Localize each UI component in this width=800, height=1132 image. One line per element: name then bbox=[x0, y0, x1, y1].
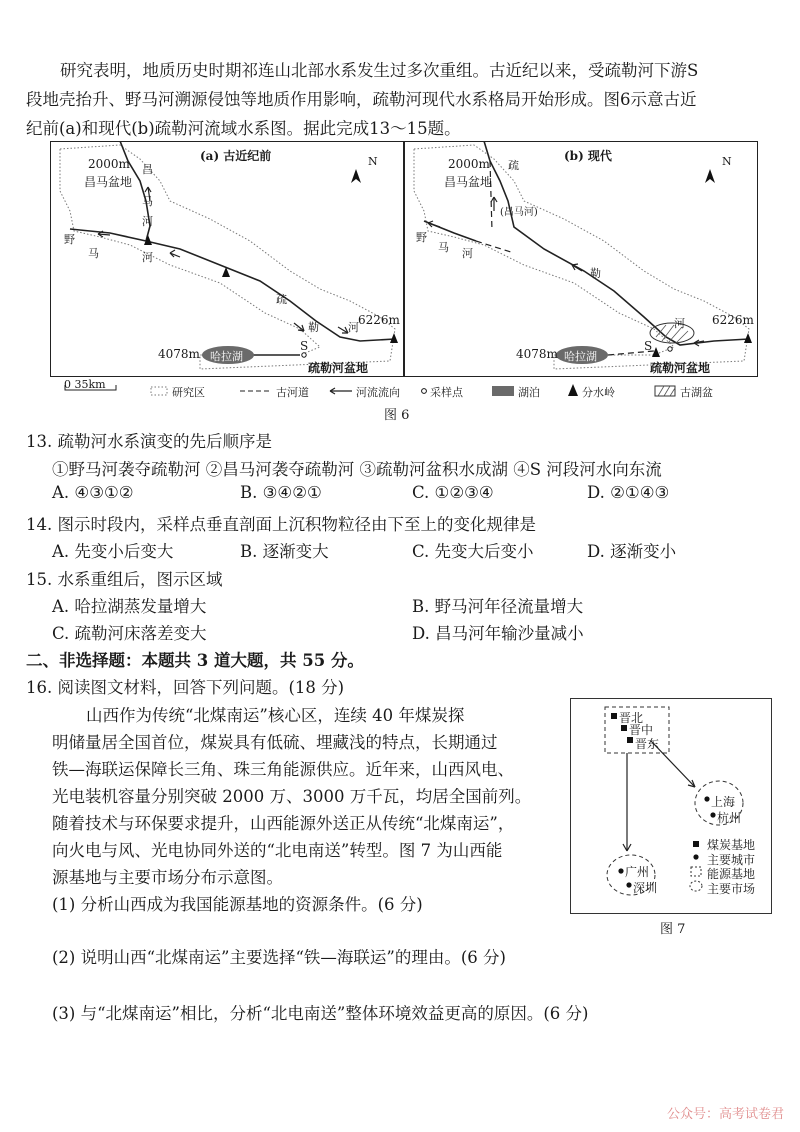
fig6-legend bbox=[50, 378, 758, 402]
map-b-shule-1: 勒 bbox=[590, 267, 601, 280]
q14-option-d[interactable]: D. 逐渐变小 bbox=[587, 542, 677, 561]
q13-option-a[interactable]: A. ④③①② bbox=[52, 483, 134, 502]
intro-line-3: 纪前(a)和现代(b)疏勒河流域水系图。据此完成13～15题。 bbox=[26, 119, 461, 138]
legend-old-lake: 古湖盆 bbox=[680, 386, 713, 399]
map-a-yema-3: 河 bbox=[142, 251, 153, 264]
q14-option-b[interactable]: B. 逐渐变大 bbox=[240, 542, 329, 561]
q16-para-3: 铁—海联运保障长三角、珠三角能源供应。近年来，山西风电、 bbox=[52, 760, 514, 779]
watermark-footer: 公众号：高考试卷君 bbox=[666, 1107, 784, 1122]
map-a-changma-2: 马 bbox=[142, 195, 153, 208]
map-b-shu-char: 疏 bbox=[508, 159, 519, 172]
q13-option-d[interactable]: D. ②①④③ bbox=[587, 483, 670, 502]
q16-para-6: 向火电与风、光电协同外送的“北电南送”转型。图 7 为山西能 bbox=[52, 841, 503, 860]
map-a-north: N bbox=[368, 155, 378, 168]
legend-scale: 0 35km bbox=[64, 378, 106, 391]
q13-option-c[interactable]: C. ①②③④ bbox=[412, 483, 494, 502]
q16-sub-3: (3) 与“北煤南运”相比，分析“北电南送”整体环境效益更高的原因。(6 分) bbox=[52, 1004, 589, 1023]
map-b bbox=[404, 141, 758, 377]
q14-stem: 14. 图示时段内，采样点垂直剖面上沉积物粒径由下至上的变化规律是 bbox=[26, 515, 536, 534]
legend-sample: 采样点 bbox=[430, 386, 463, 399]
fig7-caption: 图 7 bbox=[660, 922, 686, 937]
q15-option-c[interactable]: C. 疏勒河床落差变大 bbox=[52, 624, 207, 643]
q16-para-1: 山西作为传统“北煤南运”核心区，连续 40 年煤炭探 bbox=[86, 706, 465, 725]
fig7 bbox=[570, 698, 772, 914]
q13-option-b[interactable]: B. ③④②① bbox=[240, 483, 322, 502]
intro-line-2: 段地壳抬升、野马河溯源侵蚀等地质作用影响，疏勒河现代水系格局开始形成。图6示意古近 bbox=[26, 90, 697, 109]
q13-items: ①野马河袭夺疏勒河 ②昌马河袭夺疏勒河 ③疏勒河盆积水成湖 ④S 河段河水向东流 bbox=[52, 460, 662, 479]
map-a-elev-6226: 6226m bbox=[358, 313, 400, 327]
map-b-elev-2000: 2000m bbox=[448, 157, 490, 171]
q15-option-b[interactable]: B. 野马河年径流量增大 bbox=[412, 597, 584, 616]
map-b-changma-basin: 昌马盆地 bbox=[444, 175, 493, 189]
legend-divide: 分水岭 bbox=[582, 386, 615, 399]
map-a-changma-1: 昌 bbox=[142, 163, 153, 176]
fig7-city-guangzhou: 广州 bbox=[625, 865, 650, 879]
q16-para-7: 源基地与主要市场分布示意图。 bbox=[52, 868, 283, 887]
map-b-elev-6226: 6226m bbox=[712, 313, 754, 327]
map-b-yema-3: 河 bbox=[462, 247, 473, 260]
q16-sub-2: (2) 说明山西“北煤南运”主要选择“铁—海联运”的理由。(6 分) bbox=[52, 948, 506, 967]
q16-para-4: 光电装机容量分别突破 2000 万、3000 万千瓦，均居全国前列。 bbox=[52, 787, 532, 806]
q14-option-a[interactable]: A. 先变小后变大 bbox=[52, 542, 174, 561]
q16-sub-1: (1) 分析山西成为我国能源基地的资源条件。(6 分) bbox=[52, 895, 423, 914]
map-a-shule-basin: 疏勒河盆地 bbox=[308, 361, 369, 375]
map-b-shule-basin: 疏勒河盆地 bbox=[650, 361, 711, 375]
map-b-shule-2: 河 bbox=[674, 317, 685, 330]
map-b-yema-2: 马 bbox=[438, 241, 449, 254]
map-b-title: (b) 现代 bbox=[564, 149, 612, 163]
map-a-shule-1: 疏 bbox=[276, 293, 287, 306]
map-a-shule-2: 勒 bbox=[308, 321, 319, 334]
q14-option-c[interactable]: C. 先变大后变小 bbox=[412, 542, 534, 561]
map-a-changma-3: 河 bbox=[142, 215, 153, 228]
intro-line-1: 研究表明，地质历史时期祁连山北部水系发生过多次重组。古近纪以来，受疏勒河下游S bbox=[60, 61, 699, 80]
fig7-city-hangzhou: 杭州 bbox=[717, 811, 742, 825]
legend-lake: 湖泊 bbox=[518, 386, 540, 399]
map-a-elev-2000: 2000m bbox=[88, 157, 130, 171]
legend-study-area: 研究区 bbox=[172, 386, 205, 399]
q15-option-a[interactable]: A. 哈拉湖蒸发量增大 bbox=[52, 597, 207, 616]
legend-old-channel: 古河道 bbox=[276, 386, 309, 399]
fig7-base-jinbei: 晋北 bbox=[619, 711, 644, 725]
fig7-legend-coal-base: 煤炭基地 bbox=[707, 838, 756, 852]
map-b-lake-label: 哈拉湖 bbox=[564, 350, 597, 363]
fig7-city-shenzhen: 深圳 bbox=[633, 881, 658, 895]
map-a bbox=[50, 141, 404, 377]
map-a-changma-basin: 昌马盆地 bbox=[84, 175, 133, 189]
fig6-caption: 图 6 bbox=[384, 408, 410, 423]
fig7-legend-energy-base: 能源基地 bbox=[707, 867, 756, 881]
fig7-base-jindong: 晋东 bbox=[635, 737, 660, 751]
map-a-s-point: S bbox=[300, 339, 309, 353]
map-a-title: (a) 古近纪前 bbox=[200, 149, 272, 163]
map-b-changma-old: (昌马河) bbox=[500, 207, 538, 218]
map-a-shule-3: 河 bbox=[348, 321, 359, 334]
section-2-heading: 二、非选择题：本题共 3 道大题，共 55 分。 bbox=[26, 651, 364, 670]
map-a-yema-1: 野 bbox=[64, 233, 75, 246]
map-b-elev-4078: 4078m bbox=[516, 347, 558, 361]
q16-stem: 16. 阅读图文材料，回答下列问题。(18 分) bbox=[26, 678, 345, 697]
fig7-base-jinzhong: 晋中 bbox=[629, 723, 654, 737]
map-a-yema-2: 马 bbox=[88, 247, 99, 260]
q15-option-d[interactable]: D. 昌马河年输沙量减小 bbox=[412, 624, 584, 643]
fig7-legend-major-city: 主要城市 bbox=[707, 853, 756, 867]
q13-stem: 13. 疏勒河水系演变的先后顺序是 bbox=[26, 432, 272, 451]
map-b-north: N bbox=[722, 155, 732, 168]
map-a-elev-4078: 4078m bbox=[158, 347, 200, 361]
fig7-legend-major-market: 主要市场 bbox=[707, 882, 756, 896]
map-b-yema-1: 野 bbox=[416, 231, 427, 244]
q15-stem: 15. 水系重组后，图示区域 bbox=[26, 570, 223, 589]
q16-para-2: 明储量居全国首位，煤炭具有低硫、埋藏浅的特点，长期通过 bbox=[52, 733, 498, 752]
map-a-lake-label: 哈拉湖 bbox=[210, 350, 243, 363]
legend-flow-dir: 河流流向 bbox=[356, 386, 400, 399]
map-b-s-point: S bbox=[644, 339, 653, 353]
fig7-city-shanghai: 上海 bbox=[711, 795, 736, 809]
q16-para-5: 随着技术与环保要求提升，山西能源外送正从传统“北煤南运”， bbox=[52, 814, 515, 833]
